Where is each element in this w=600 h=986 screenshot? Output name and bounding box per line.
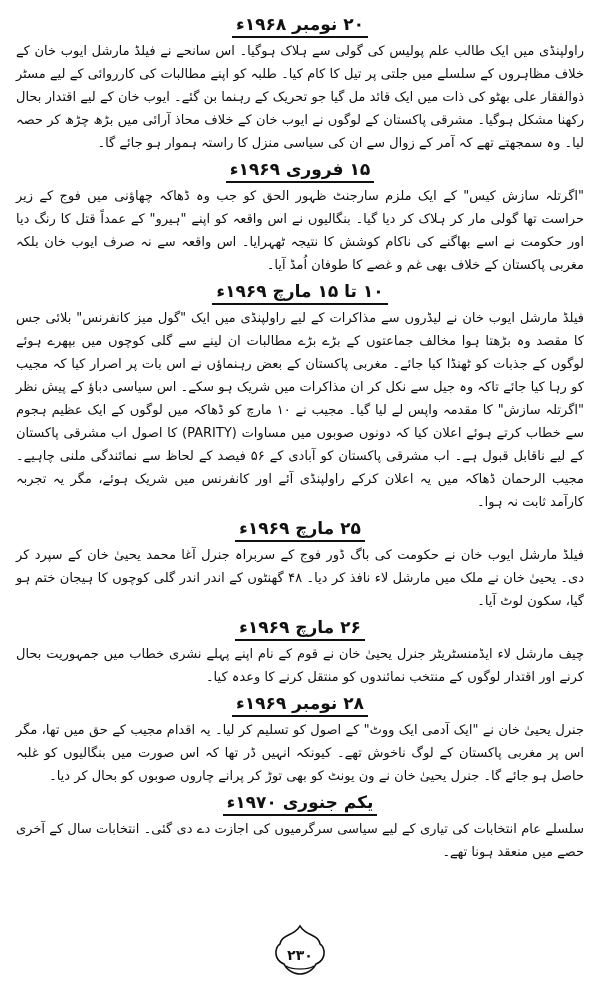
- date-heading: ۱۰ تا ۱۵ مارچ ۱۹۶۹ء: [14, 281, 586, 303]
- entry-1969-02-15: [14, 159, 586, 277]
- date-heading: ۲۵ مارچ ۱۹۶۹ء: [14, 518, 586, 540]
- entry-paragraph: چیف مارشل لاء ایڈمنسٹریٹر جنرل یحییٰ خان نے قوم کے نام اپنے پہلے نشری خطاب میں جمہوریت بحال کرنے اور اقتدار لوگوں کے منتخب نمائندوں کو منتقل کرنے کا وعدہ کیا۔: [16, 647, 584, 685]
- entry-1969-03-25: [14, 518, 586, 613]
- date-heading: ۲۶ مارچ ۱۹۶۹ء: [14, 617, 586, 639]
- entry-paragraph: فیلڈ مارشل ایوب خان نے لیڈروں سے مذاکرات کے لیے راولپنڈی میں ایک "گول میز کانفرنس" بلائی جس کا مقصد وہ بڑھتا ہوا مخالف جماعتوں کے بڑے بڑے مطالبات ان لینے سے گلی کوچوں میں بپھرے ہوئے لوگوں کے جذبات کو ٹھنڈا کیا جائے۔ مغربی پاکستان کے بعض رہنماؤں نے اس بات پر اصرار کیا کہ مجیب کو رہا کیا جائے تاکہ وہ جیل سے نکل کر ان مذاکرات میں شریک ہو سکے۔ اس سیاسی دباؤ کے پیش نظر "اگرتلہ سازش" کا مقدمہ واپس لے لیا گیا۔ مجیب نے ۱۰ مارچ کو ڈھاکہ میں لوگوں کے ایک عظیم ہجوم سے خطاب کرتے ہوئے اعلان کیا کہ دونوں صوبوں میں مساوات (PARITY) کا اصول اب مشرقی پاکستان کے لیے ناقابل قبول ہے۔ اب مشرقی پاکستان کو آبادی کے ۵۶ فیصد کے لحاظ سے نمائندگی ملنی چاہیے۔ مجیب الرحمان ڈھاکہ میں یہ اعلان کرکے راولپنڈی آئے اور کانفرنس میں شریک ہوئے، مگر یہ تجربہ کارآمد ثابت نہ ہوا۔: [16, 311, 584, 510]
- entry-paragraph: جنرل یحییٰ خان نے "ایک آدمی ایک ووٹ" کے اصول کو تسلیم کر لیا۔ یہ اقدام مجیب کے حق میں تھا، مگر اس پر مغربی پاکستان کے لوگ ناخوش تھے۔ کیونکہ انہیں ڈر تھا کہ اس صورت میں بنگالیوں کو غلبہ حاصل ہو جائے گا۔ جنرل یحییٰ خان نے ون یونٹ کو بھی توڑ کر پرانے چاروں صوبوں کو بحال کر دیا۔: [16, 723, 584, 784]
- page-footer: [0, 922, 600, 978]
- entry-paragraph: فیلڈ مارشل ایوب خان نے حکومت کی باگ ڈور فوج کے سربراہ جنرل آغا محمد یحییٰ خان کے سپرد کر دی۔ یحییٰ خان نے ملک میں مارشل لاء نافذ کر دیا۔ ۴۸ گھنٹوں کے اندر اندر گلی کوچوں کا ہیجان ختم ہو گیا، سکون لوٹ آیا۔: [16, 548, 584, 609]
- entry-1970-01-01: [14, 792, 586, 864]
- date-heading: ۱۵ فروری ۱۹۶۹ء: [14, 159, 586, 181]
- entry-paragraph: "اگرتلہ سازش کیس" کے ایک ملزم سارجنٹ ظہور الحق کو جب وہ ڈھاکہ چھاؤنی میں فوج کے زیر حراست تھا گولی مار کر ہلاک کر دیا گیا۔ بنگالیوں نے اس واقعہ کو اپنے "ہیرو" کے عمداً قتل کا رنگ دیا اور حکومت نے اسے بھاگنے کی ناکام کوشش کا نتیجہ ٹھہرایا۔ اس واقعہ سے نہ صرف ایوب خان بلکہ مغربی پاکستان کے خلاف بھی غم و غصے کا طوفان اُمڈ آیا۔: [16, 189, 584, 273]
- page-number: ۲۳۰: [287, 948, 313, 964]
- entry-1969-03-10-15: [14, 281, 586, 514]
- entry-1969-11-28: [14, 693, 586, 788]
- date-heading: ۲۰ نومبر ۱۹۶۸ء: [14, 14, 586, 36]
- entry-paragraph: سلسلے عام انتخابات کی تیاری کے لیے سیاسی سرگرمیوں کی اجازت دے دی گئی۔ انتخابات سال کے آخری حصے میں منعقد ہونا تھے۔: [16, 822, 584, 860]
- date-heading: یکم جنوری ۱۹۷۰ء: [14, 792, 586, 814]
- page-number-badge: [270, 922, 330, 978]
- entry-paragraph: راولپنڈی میں ایک طالب علم پولیس کی گولی سے ہلاک ہوگیا۔ اس سانحے نے فیلڈ مارشل ایوب خان کے خلاف مظاہروں کے سلسلے میں جلتی پر تیل کا کام کیا۔ طلبہ کو اپنے مطالبات کی کارروائی کے لیے مسٹر ذوالفقار علی بھٹو کی ذات میں ایک قائد مل گیا جو تحریک کے رہنما بن گئے۔ ایوب خان کے لیے اقتدار بحال رکھنا مشکل ہوگیا۔ مشرقی پاکستان کے لوگوں نے ایوب خان کے خلاف محاذ آرائی میں بڑھ چڑھ کر حصہ لیا۔ وہ سمجھتے تھے کہ آمر کے زوال سے ان کی سیاسی منزل کا راستہ ہموار ہو جائے گا۔: [16, 44, 584, 151]
- date-heading: ۲۸ نومبر ۱۹۶۹ء: [14, 693, 586, 715]
- entry-1969-03-26: [14, 617, 586, 689]
- entry-1968-11-20: [14, 14, 586, 155]
